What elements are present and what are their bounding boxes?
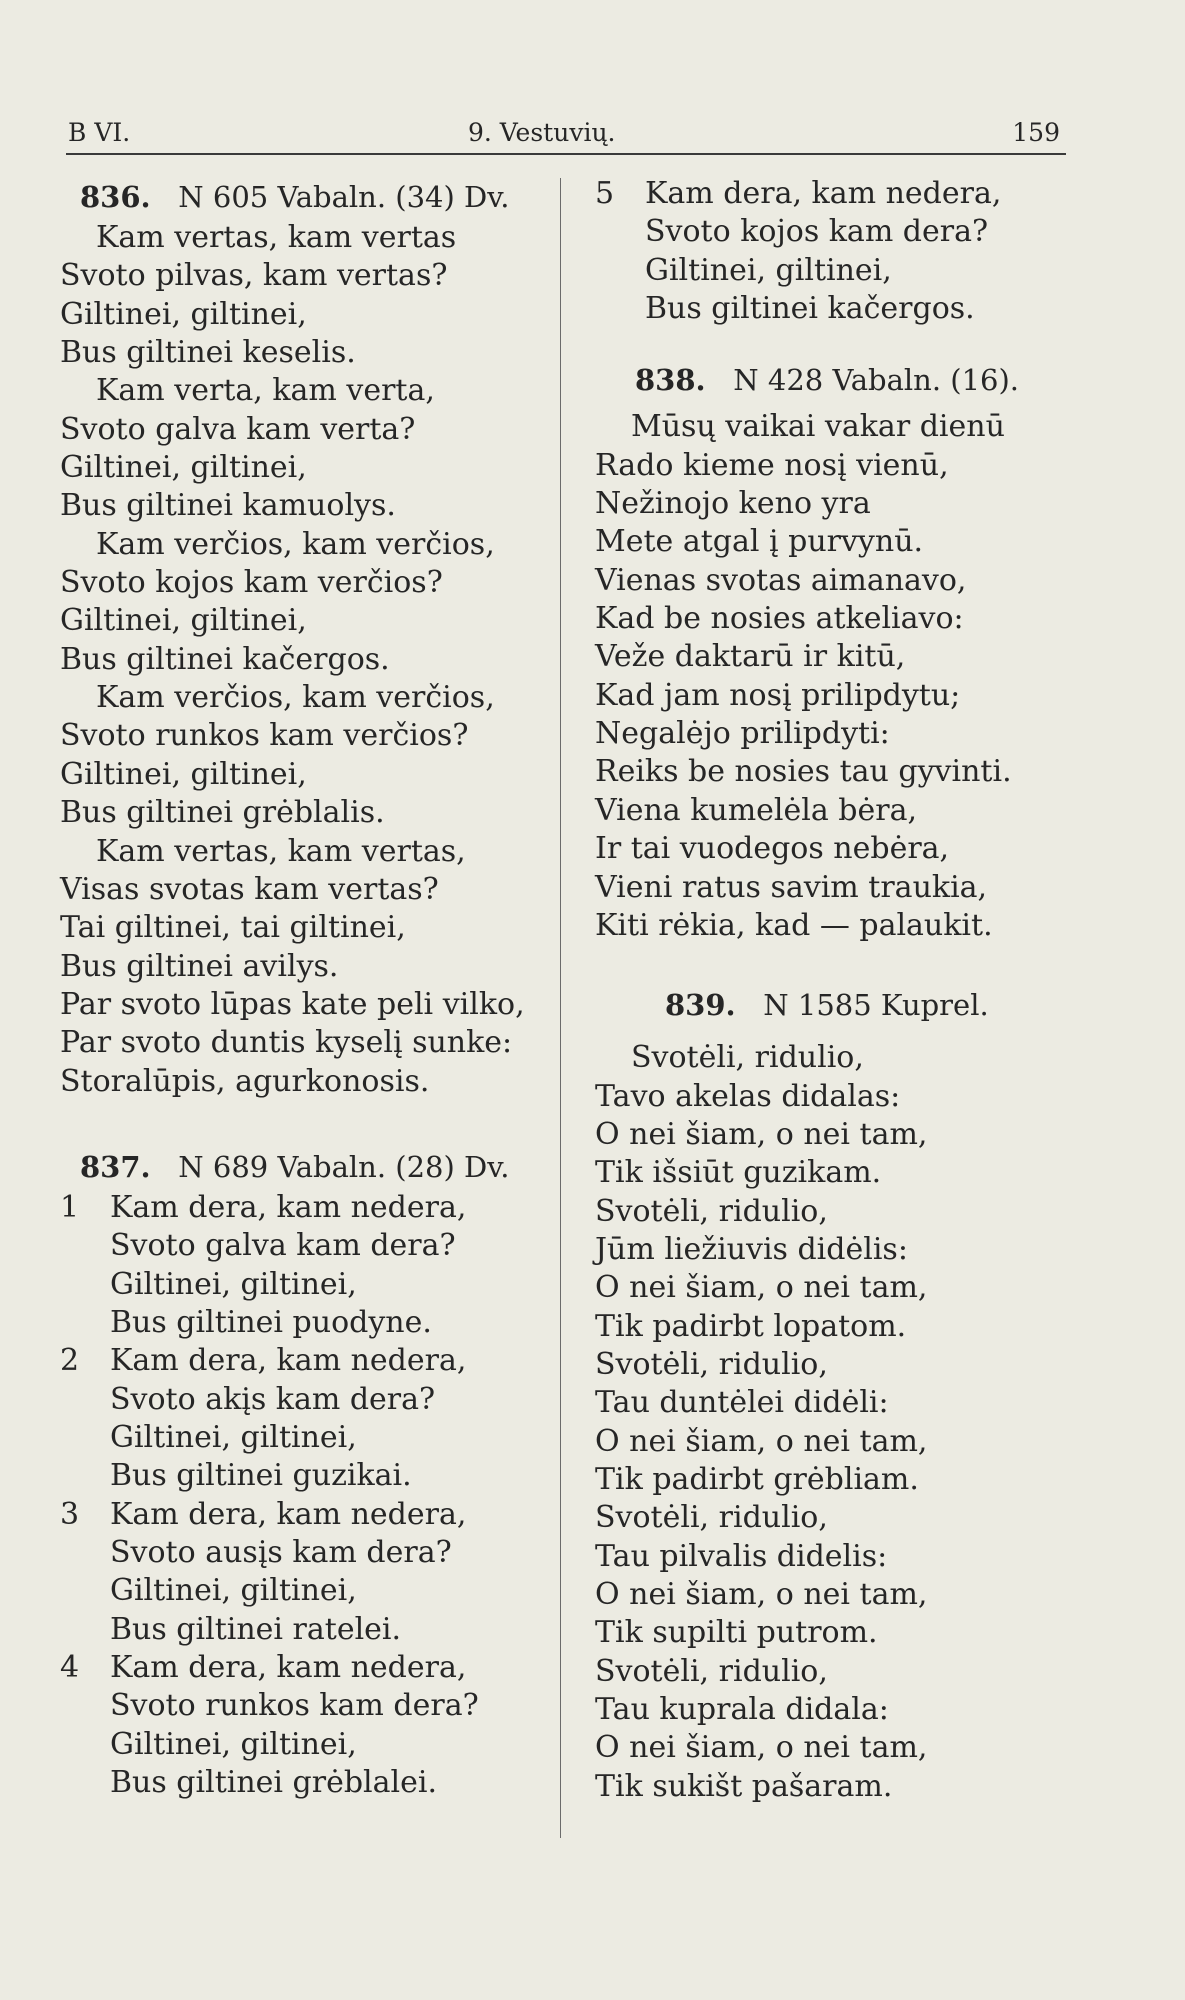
verse-line: O nei šiam, o nei tam,: [595, 1730, 928, 1766]
verse-line: Svoto runkos kam dera?: [110, 1688, 479, 1724]
verse-line: O nei šiam, o nei tam,: [595, 1270, 928, 1306]
verse-line: Kam verta, kam verta,: [96, 373, 435, 409]
section-reference: N 689 Vabaln. (28) Dv.: [178, 1149, 510, 1184]
running-head-section: B VI.: [68, 118, 131, 147]
verse-line: Bus giltinei ratelei.: [110, 1611, 402, 1647]
verse-line: Vienas svotas aimanavo,: [595, 562, 967, 598]
running-head-title: 9. Vestuvių.: [468, 118, 616, 147]
verse-line: Negalėjo prilipdyti:: [595, 716, 890, 752]
verse-line: Vieni ratus savim traukia,: [595, 869, 988, 905]
verse-line: Bus giltinei keselis.: [60, 335, 356, 371]
verse-line: Giltinei, giltinei,: [110, 1419, 357, 1455]
verse-line: O nei šiam, o nei tam,: [595, 1577, 928, 1612]
verse-line: Tik išsiūt guzikam.: [595, 1155, 882, 1191]
section-837-heading: [60, 1145, 565, 1189]
verse-line: O nei šiam, o nei tam,: [595, 1116, 928, 1152]
verse-line: 4 Kam dera, kam nedera,: [60, 1649, 565, 1687]
verse-line: Mete atgal į purvynū.: [595, 524, 924, 560]
verse-line: Kam verčios, kam verčios,: [96, 526, 495, 562]
verse-line: Bus giltinei grėblalei.: [110, 1765, 438, 1801]
verse-line: Tau pilvalis didelis:: [595, 1538, 888, 1574]
verse-line: Bus giltinei guzikai.: [110, 1458, 412, 1494]
verse-line: Storalūpis, agurkonosis.: [60, 1063, 430, 1099]
verse-line: Bus giltinei kačergos.: [645, 291, 975, 327]
verse-line: Tik supilti putrom.: [595, 1615, 878, 1651]
verse-line: 3 Kam dera, kam nedera,: [60, 1496, 565, 1534]
verse-line: Kam vertas, kam vertas,: [96, 833, 466, 869]
verse-line: Tik padirbt grėbliam.: [595, 1461, 919, 1497]
verse-line: Tik sukišt pašaram.: [595, 1768, 893, 1804]
section-838-text: [595, 402, 1100, 945]
verse-line: O nei šiam, o nei tam,: [595, 1423, 928, 1459]
verse-line: Svoto kojos kam dera?: [645, 214, 989, 250]
verse-line: Par svoto lūpas kate peli vilko,: [60, 986, 525, 1022]
verse-line: Bus giltinei avilys.: [60, 948, 339, 984]
section-number: 839.: [665, 988, 736, 1023]
verse-line: 5 Kam dera, kam nedera,: [595, 175, 1100, 213]
header-rule: [66, 153, 1066, 155]
verse-line: Svotėli, ridulio,: [631, 1040, 864, 1076]
verse-line: Tik padirbt lopatom.: [595, 1308, 907, 1344]
verse-line: Ir tai vuodegos nebėra,: [595, 831, 950, 867]
left-column: [60, 175, 565, 1802]
section-837-continued: [595, 175, 1100, 328]
section-837-text: [60, 1189, 565, 1803]
section-839-heading: [595, 983, 1100, 1027]
verse-line: Giltinei, giltinei,: [110, 1573, 357, 1609]
verse-line: 2 Kam dera, kam nedera,: [60, 1342, 565, 1380]
verse-line: Svotėli, ridulio,: [595, 1500, 828, 1536]
section-number: 836.: [80, 180, 151, 214]
verse-line: Svoto galva kam dera?: [110, 1228, 456, 1264]
section-836-text: [60, 219, 565, 1101]
verse-line: Kam verčios, kam verčios,: [96, 680, 495, 716]
verse-line: Bus giltinei kačergos.: [60, 641, 390, 677]
verse-line: Svotėli, ridulio,: [595, 1346, 828, 1382]
verse-line: Svoto galva kam verta?: [60, 411, 416, 447]
verse-line: Tavo akelas didalas:: [595, 1078, 901, 1114]
verse-line: 1 Kam dera, kam nedera,: [60, 1189, 565, 1227]
verse-line: Nežinojo keno yra: [595, 486, 871, 522]
stanza-number: 5: [595, 176, 615, 211]
verse-line: Giltinei, giltinei,: [60, 756, 307, 792]
stanza-number: 3: [60, 1496, 80, 1532]
verse-line: Viena kumelėla bėra,: [595, 792, 918, 828]
verse-line: Tai giltinei, tai giltinei,: [60, 910, 406, 946]
verse-line: Kad jam nosį prilipdytu;: [595, 677, 961, 713]
section-838-heading: [595, 358, 1100, 402]
verse-line: Giltinei, giltinei,: [645, 252, 892, 288]
verse-line: Giltinei, giltinei,: [60, 450, 307, 486]
verse-line: Par svoto duntis kyselį sunke:: [60, 1025, 513, 1061]
verse-line: Reiks be nosies tau gyvinti.: [595, 754, 1012, 790]
section-836-heading: [60, 175, 565, 219]
verse-line: Mūsų vaikai vakar dienū: [631, 409, 1005, 445]
verse-line: Svoto akįs kam dera?: [110, 1381, 436, 1417]
section-reference: N 428 Vabaln. (16).: [733, 363, 1020, 398]
verse-line: Tau kuprala didala:: [595, 1692, 889, 1728]
stanza-number: 2: [60, 1343, 80, 1379]
verse-line: Svoto kojos kam verčios?: [60, 565, 443, 601]
verse-line: Svoto runkos kam verčios?: [60, 718, 469, 754]
section-reference: N 605 Vabaln. (34) Dv.: [178, 180, 510, 214]
verse-line: Giltinei, giltinei,: [60, 296, 307, 332]
verse-line: Kiti rėkia, kad — palaukit.: [595, 907, 993, 943]
verse-line: Kad be nosies atkeliavo:: [595, 601, 964, 637]
right-column: [595, 175, 1100, 1806]
verse-line: Bus giltinei kamuolys.: [60, 488, 396, 524]
verse-line: Kam vertas, kam vertas: [96, 220, 457, 255]
verse-line: Tau duntėlei didėli:: [595, 1385, 889, 1421]
stanza-number: 1: [60, 1189, 80, 1225]
verse-line: Giltinei, giltinei,: [110, 1726, 357, 1762]
verse-line: Bus giltinei puodyne.: [110, 1304, 432, 1340]
section-839-text: [595, 1027, 1100, 1806]
section-reference: N 1585 Kuprel.: [763, 988, 989, 1023]
verse-line: Bus giltinei grėblalis.: [60, 795, 385, 831]
page-number: 159: [1012, 118, 1060, 147]
stanza-number: 4: [60, 1650, 80, 1686]
section-number: 837.: [80, 1149, 151, 1184]
section-number: 838.: [635, 363, 706, 398]
verse-line: Svotėli, ridulio,: [595, 1653, 828, 1689]
verse-line: Veže daktarū ir kitū,: [595, 639, 906, 675]
verse-line: Visas svotas kam vertas?: [60, 871, 439, 907]
verse-line: Svotėli, ridulio,: [595, 1193, 828, 1229]
verse-line: Svoto pilvas, kam vertas?: [60, 258, 448, 294]
verse-line: Giltinei, giltinei,: [110, 1266, 357, 1302]
verse-line: Giltinei, giltinei,: [60, 603, 307, 639]
verse-line: Rado kieme nosį vienū,: [595, 447, 949, 483]
verse-line: Jūm liežiuvis didėlis:: [595, 1231, 908, 1267]
verse-line: Svoto ausįs kam dera?: [110, 1535, 452, 1570]
